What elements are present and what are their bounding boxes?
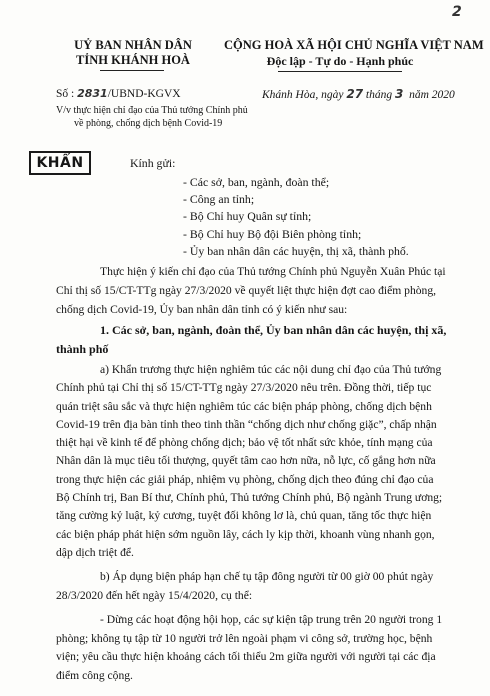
paragraph-a-line: Chính phủ tại Chỉ thị số 15/CT-TTg ngày 27/3/2020 nêu trên. Đồng thời, tiếp tục: [56, 381, 432, 395]
document-number: [56, 87, 181, 100]
paragraph-c: [56, 611, 472, 685]
intro-line: chống dịch Covid-19, Ủy ban nhân dân tỉnh có ý kiến như sau:: [56, 303, 348, 316]
paragraph-c-line: - Dừng các hoạt động hội họp, các sự kiện tập trung trên 20 người trong 1: [100, 613, 443, 626]
intro-line: Thực hiện ý kiến chỉ đạo của Thủ tướng Chính phủ Nguyễn Xuân Phúc tại: [100, 265, 446, 278]
paragraph-a-line: Nhân dân là mục tiêu tối thượng, quyết tâm cao hơn nữa, nỗ lực, cố gắng hơn nữa: [56, 454, 436, 468]
recipient-item: - Các sở, ban, ngành, đoàn thể;: [183, 175, 330, 189]
issuer-underline: [100, 70, 164, 71]
subject-line-2: về phòng, chống dịch bệnh Covid-19: [74, 118, 223, 129]
paragraph-c-line: điểm công cộng.: [56, 668, 133, 682]
doc-number-handwritten: 2831: [77, 87, 108, 100]
paragraph-a-line: dập dịch triệt để.: [56, 545, 134, 559]
national-motto: Độc lập - Tự do - Hạnh phúc: [266, 54, 414, 68]
paragraph-b-line: 28/3/2020 đến hết ngày 15/4/2020, cụ thể:: [56, 588, 253, 602]
subject-line-1: V/v thực hiện chỉ đạo của Thủ tướng Chính phủ: [56, 105, 248, 116]
paragraph-a-line: thiệt hại về kinh tế để phòng chống dịch; bảo vệ tốt nhất sức khỏe, tính mạng của: [56, 436, 433, 450]
recipient-list: [183, 174, 409, 260]
paragraph-a-line: Covid-19 trên địa bàn tỉnh theo tinh thần “chống dịch như chống giặc”, chấp nhận: [56, 417, 437, 431]
recipient-item: - Bộ Chỉ huy Quân sự tỉnh;: [183, 209, 312, 224]
paragraph-a-line: trong thực hiện các giải pháp, nhiệm vụ phòng, chống dịch theo đúng chỉ đạo của: [56, 472, 434, 486]
doc-number-suffix: /UBND-KGVX: [107, 88, 181, 100]
date-month: 3: [395, 87, 404, 101]
urgent-stamp: KHẨN: [29, 151, 91, 175]
paragraph-a-line: tăng cường kỷ luật, kỷ cương, tuyệt đối không lơ là, chủ quan, tăng tốc thực hiện: [56, 509, 432, 523]
date-month-label: tháng: [365, 89, 393, 101]
paragraph-b-line: b) Áp dụng biện pháp hạn chế tụ tập đông người từ 00 giờ 00 phút ngày: [100, 570, 434, 583]
date-day: 27: [346, 87, 364, 101]
date-place: Khánh Hòa, ngày: [262, 89, 344, 101]
date-year: năm 2020: [409, 89, 455, 101]
national-title: CỘNG HOÀ XÃ HỘI CHỦ NGHĨA VIỆT NAM: [224, 38, 484, 52]
section-1-line: 1. Các sở, ban, ngành, đoàn thể, Ủy ban nhân dân các huyện, thị xã,: [100, 323, 447, 337]
paragraph-c-line: viện; yêu cầu thực hiện khoảng cách tối thiểu 2m giữa người với người tại các địa: [56, 650, 436, 664]
paragraph-a-line: các biện pháp phát hiện sớm nguồn lây, cách ly kịp thời, khoanh vùng nhanh gọn,: [56, 527, 435, 541]
section-1-heading: [56, 321, 472, 359]
doc-number-prefix: Số :: [56, 88, 75, 100]
intro-line: Chỉ thị số 15/CT-TTg ngày 27/3/2020 về quyết liệt thực hiện đợt cao điểm phòng,: [56, 284, 437, 297]
page-mark: 2: [452, 4, 462, 20]
issuer-name: UỶ BAN NHÂN DÂN: [74, 38, 192, 52]
section-1-line: thành phố: [56, 342, 109, 356]
document-date: [262, 87, 455, 101]
paragraph-a-line: quán triệt sâu sắc và thực hiện nghiêm túc các biện pháp phòng, chống dịch bệnh: [56, 399, 432, 413]
paragraph-a: [56, 361, 472, 562]
intro-paragraph: [56, 262, 472, 319]
motto-underline: [278, 71, 402, 72]
paragraph-c-line: phòng; không tụ tập từ 10 người trở lên ngoài phạm vi công sở, trường học, bệnh: [56, 631, 433, 645]
issuer-province: TỈNH KHÁNH HOÀ: [76, 53, 190, 67]
greeting: Kính gửi:: [130, 156, 176, 170]
paragraph-a-line: Bộ Chính trị, Ban Bí thư, Chính phủ, Thủ tướng Chính phủ, Bộ ngành Trung ương;: [56, 491, 443, 505]
paragraph-a-line: a) Khẩn trương thực hiện nghiêm túc các nội dung chỉ đạo của Thủ tướng: [100, 363, 442, 376]
paragraph-b: [56, 568, 472, 605]
recipient-item: - Ủy ban nhân dân các huyện, thị xã, thành phố.: [183, 243, 409, 258]
recipient-item: - Bộ Chỉ huy Bộ đội Biên phòng tỉnh;: [183, 226, 362, 241]
recipient-item: - Công an tỉnh;: [183, 192, 255, 207]
